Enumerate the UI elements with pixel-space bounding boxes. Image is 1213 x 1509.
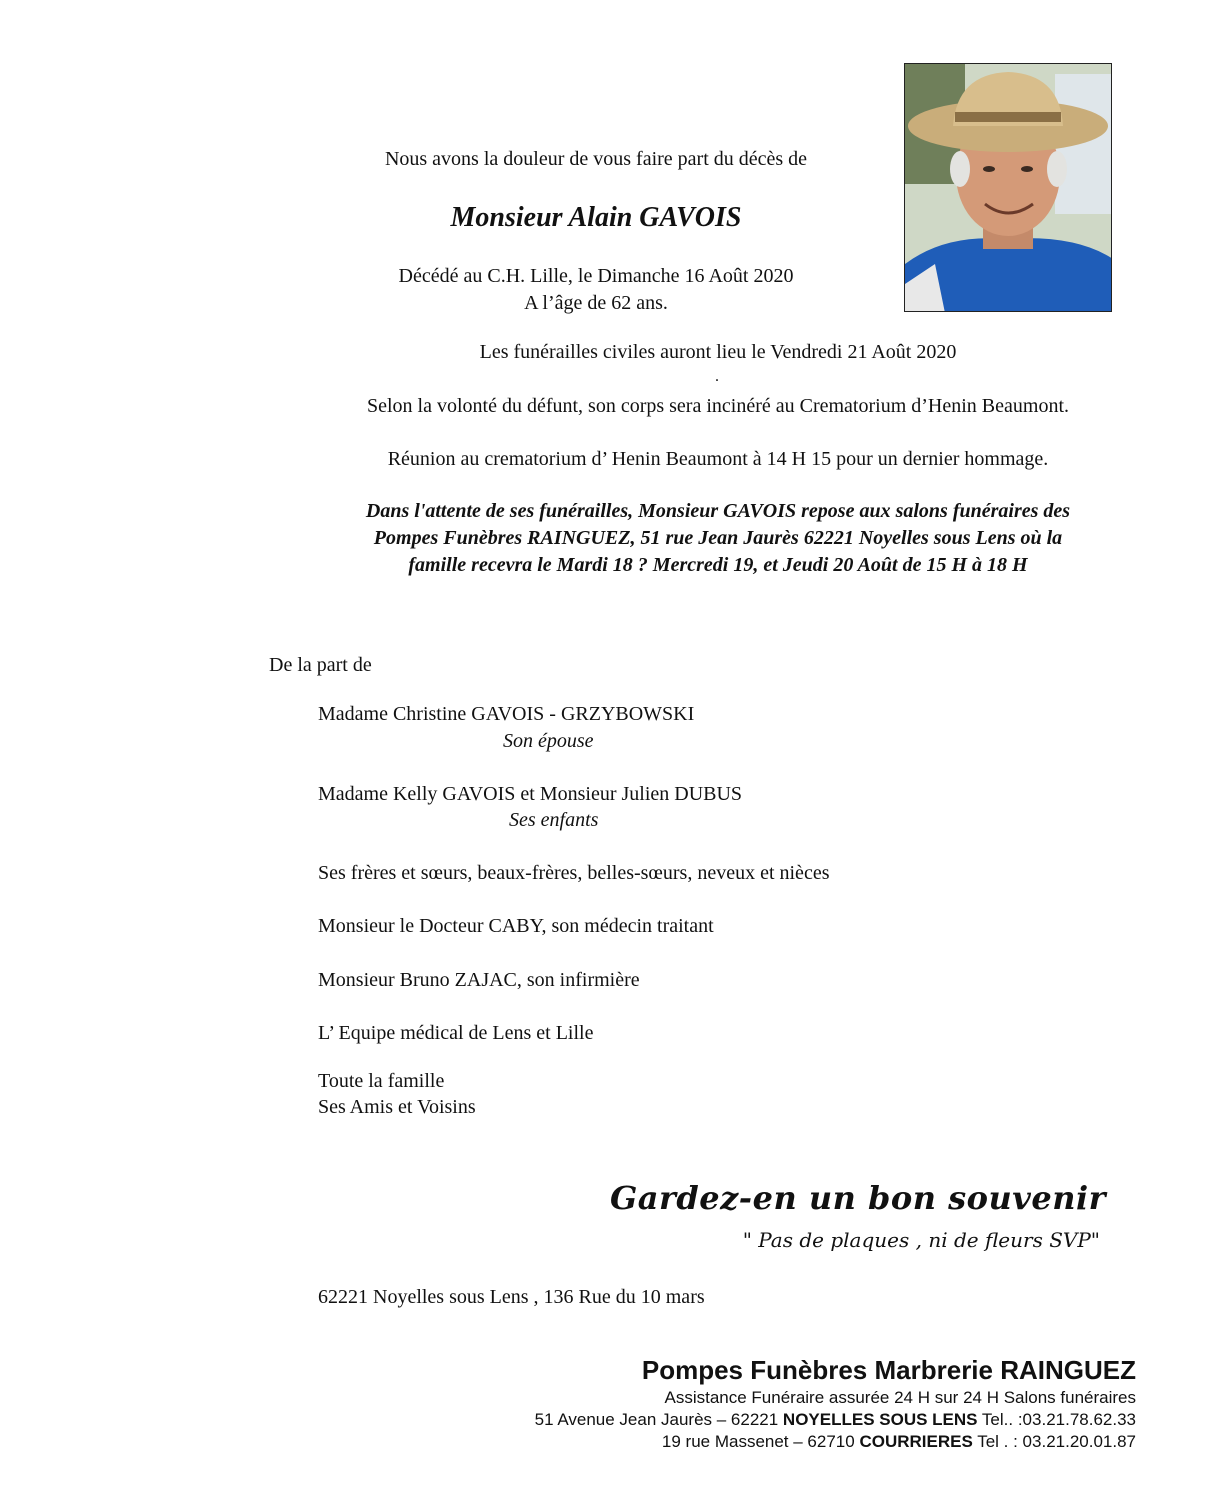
company-line-2-city: NOYELLES SOUS LENS bbox=[782, 1410, 978, 1429]
wife-name: Madame Christine GAVOIS - GRZYBOWSKI bbox=[318, 703, 695, 725]
doctor-line: Monsieur le Docteur CABY, son médecin traitant bbox=[318, 915, 714, 937]
intro-text: Nous avons la douleur de vous faire part du décès de bbox=[384, 148, 808, 170]
company-name: Pompes Funèbres Marbrerie RAINGUEZ bbox=[641, 1355, 1136, 1385]
nurse-line: Monsieur Bruno ZAJAC, son infirmière bbox=[318, 969, 640, 991]
portrait-photo bbox=[904, 63, 1112, 312]
friends-line: Ses Amis et Voisins bbox=[318, 1096, 476, 1118]
age-line: A l’âge de 62 ans. bbox=[524, 292, 668, 314]
cremation-line: Selon la volonté du défunt, son corps sera incinéré au Crematorium d’Henin Beaumont. bbox=[366, 395, 1070, 417]
company-line-2 bbox=[400, 1409, 1136, 1430]
medical-team-line: L’ Equipe médical de Lens et Lille bbox=[318, 1022, 594, 1044]
salons-line-2: Pompes Funèbres RAINGUEZ, 51 rue Jean Jaurès 62221 Noyelles sous Lens où la bbox=[373, 527, 1063, 549]
wife-relation: Son épouse bbox=[503, 730, 594, 752]
company-line-1: Assistance Funéraire assurée 24 H sur 24 H Salons funéraires bbox=[664, 1388, 1136, 1407]
deceased-name: Monsieur Alain GAVOIS bbox=[450, 202, 742, 233]
company-line-2-phone: Tel.. :03.21.78.62.33 bbox=[977, 1410, 1136, 1429]
separator-dot: . bbox=[715, 368, 719, 385]
children-relation: Ses enfants bbox=[509, 809, 599, 831]
death-line: Décédé au C.H. Lille, le Dimanche 16 Août 2020 bbox=[398, 265, 794, 287]
salons-line-3: famille recevra le Mardi 18 ? Mercredi 19, et Jeudi 20 Août de 15 H à 18 H bbox=[408, 554, 1028, 576]
siblings-line: Ses frères et sœurs, beaux-frères, belles-sœurs, neveux et nièces bbox=[318, 862, 830, 884]
portrait-image bbox=[905, 64, 1112, 312]
children-names: Madame Kelly GAVOIS et Monsieur Julien DUBUS bbox=[318, 783, 743, 805]
company-line-3-city: COURRIERES bbox=[859, 1432, 973, 1451]
company-line-3 bbox=[400, 1431, 1136, 1452]
funeral-line: Les funérailles civiles auront lieu le Vendredi 21 Août 2020 bbox=[479, 341, 957, 363]
home-address: 62221 Noyelles sous Lens , 136 Rue du 10 mars bbox=[318, 1286, 705, 1308]
reunion-line: Réunion au crematorium d’ Henin Beaumont à 14 H 15 pour un dernier hommage. bbox=[387, 448, 1049, 470]
company-line-2-address: 51 Avenue Jean Jaurès – 62221 bbox=[534, 1410, 783, 1429]
company-line-3-address: 19 rue Massenet – 62710 bbox=[661, 1432, 860, 1451]
salons-line-1: Dans l'attente de ses funérailles, Monsieur GAVOIS repose aux salons funéraires des bbox=[365, 500, 1071, 522]
souvenir-heading: Gardez-en un bon souvenir bbox=[609, 1179, 1106, 1217]
company-line-3-phone: Tel . : 03.21.20.01.87 bbox=[972, 1432, 1136, 1451]
family-line: Toute la famille bbox=[318, 1070, 445, 1092]
no-flowers-note: " Pas de plaques , ni de fleurs SVP" bbox=[742, 1228, 1100, 1252]
from-label: De la part de bbox=[269, 654, 372, 676]
